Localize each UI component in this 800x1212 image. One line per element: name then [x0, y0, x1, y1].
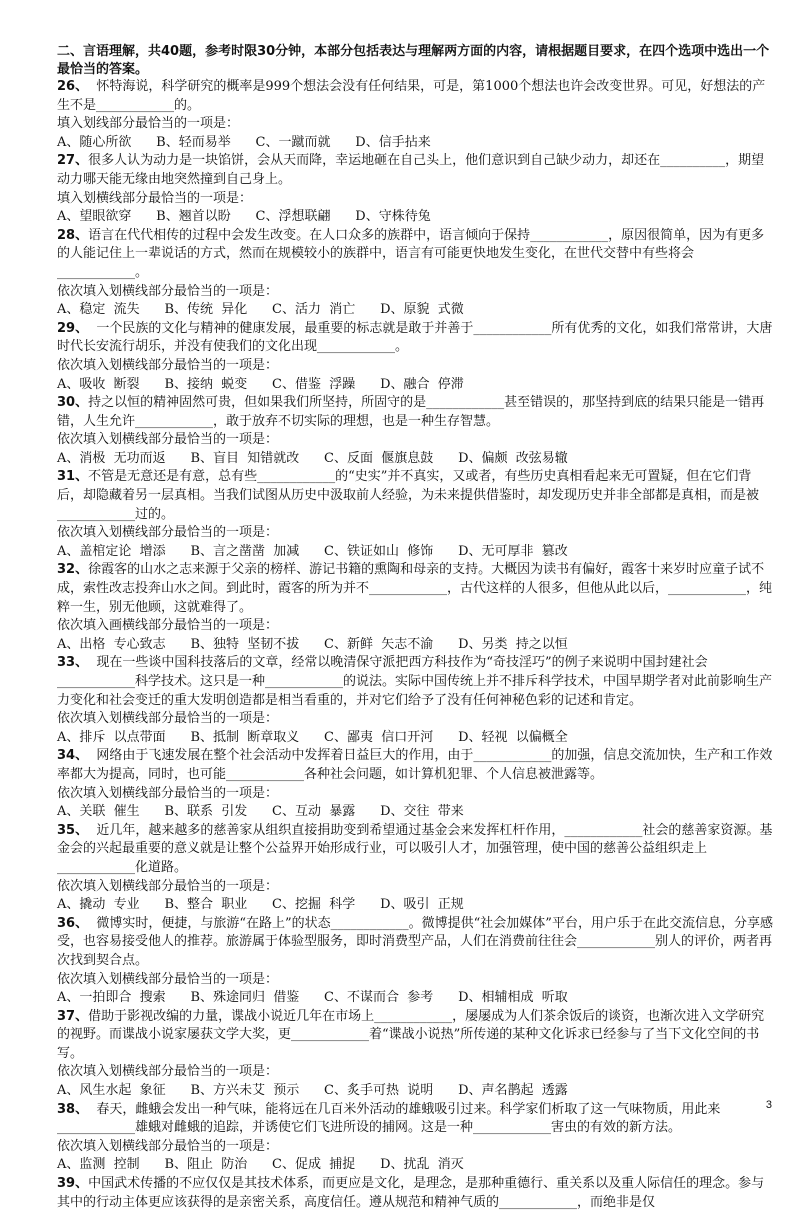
question-number: 33、 [57, 655, 89, 671]
question-text: 怀特海说，科学研究的概率是999个想法会没有任何结果，可是，第1000个想法也许会改变世界。可见，好想法的产生不是____________的。 [57, 79, 766, 113]
answer-options: A、盖棺定论 增添 B、言之凿凿 加减 C、铁证如山 修饰 D、无可厚非 篡改 [57, 543, 568, 559]
question-prompt: 依次填入划横线部分最恰当的一项是： [57, 432, 279, 448]
answer-options: A、随心所欲 B、轻而易举 C、一蹴而就 D、信手拈来 [57, 134, 431, 150]
question-item [57, 78, 773, 152]
question-text: 微博实时，便捷，与旅游“在路上”的状态____________。微博提供“社会加媒体”平台，用户乐于在此交流信息，分享感受，也容易接受他人的推荐。旅游属于体验型服务，即时消费型产品，人们在消费前往往会____________别人的评价，两者再次找到契合点。 [57, 915, 773, 968]
question-item [57, 915, 773, 1008]
question-text: 网络由于飞速发展在整个社会活动中发挥着日益巨大的作用，由于____________的加强，信息交流加快，生产和工作效率都大为提高，同时，也可能____________各种社会问题，如计算机犯罪、个人信息被泄露等。 [57, 748, 773, 782]
section-header: 二、言语理解，共40题，参考时限30分钟，本部分包括表达与理解两方面的内容，请根据题目要求，在四个选项中选出一个最恰当的答案。 [57, 44, 770, 77]
question-stem [57, 320, 773, 357]
question-prompt: 依次填入划横线部分最恰当的一项是： [57, 711, 279, 727]
question-stem [57, 561, 773, 617]
question-prompt: 填入划线部分最恰当的一项是： [57, 116, 240, 132]
question-item [57, 394, 773, 468]
question-text: 一个民族的文化与精神的健康发展，最重要的标志就是敢于并善于____________所有优秀的文化，如我们常常讲，大唐时代长安流行胡乐，并没有使我们的文化出现____________。 [57, 320, 773, 355]
question-item [57, 320, 773, 394]
question-stem [57, 468, 773, 524]
question-stem [57, 78, 773, 115]
question-number: 29、 [57, 320, 89, 336]
question-item [57, 654, 773, 747]
question-stem [57, 1101, 773, 1138]
question-prompt: 依次填入划横线部分最恰当的一项是： [57, 1064, 279, 1080]
question-item [57, 1175, 773, 1212]
question-number: 38、 [57, 1101, 89, 1117]
question-text: 近几年，越来越多的慈善家从组织直接捐助变到希望通过基金会来发挥杠杆作用，____________社会的慈善家资源。基金会的兴起最重要的意义就是让整个公益界开始形成行业，可以吸引人才，加强管理，使中国的慈善公益组织走上____________化道路。 [57, 822, 773, 875]
question-stem [57, 152, 773, 189]
question-stem [57, 747, 773, 784]
question-prompt: 填入划横线部分最恰当的一项是： [57, 190, 253, 206]
question-text: 春天，雌蛾会发出一种气味，能将远在几百米外活动的雄蛾吸引过来。科学家们析取了这一气味物质，用此来____________雄蛾对雌蛾的追踪，并诱使它们飞进所设的捕网。这是一种____________害虫的有效的新方法。 [57, 1101, 721, 1136]
question-number: 39、 [57, 1176, 89, 1192]
page-number: 3 [765, 1099, 772, 1111]
question-stem [57, 394, 773, 431]
answer-options: A、关联 催生 B、联系 引发 C、互动 暴露 D、交往 带来 [57, 804, 464, 820]
answer-options: A、风生水起 象征 B、方兴未艾 预示 C、炙手可热 说明 D、声名鹊起 透露 [57, 1083, 568, 1099]
question-item [57, 561, 773, 654]
question-number: 37、 [57, 1008, 89, 1024]
answer-options: A、望眼欲穿 B、翘首以盼 C、浮想联翩 D、守株待兔 [57, 209, 431, 225]
question-prompt: 依次填入划横线部分最恰当的一项是： [57, 357, 279, 373]
question-number: 35、 [57, 822, 89, 838]
question-number: 30、 [57, 395, 89, 411]
question-prompt: 依次填入划横线部分最恰当的一项是： [57, 971, 279, 987]
document-page [57, 43, 773, 1212]
question-stem [57, 1175, 773, 1212]
question-stem [57, 915, 773, 971]
question-number: 34、 [57, 748, 89, 764]
question-text: 徐霞客的山水之志来源于父亲的榜样、游记书籍的熏陶和母亲的支持。大概因为读书有偏好，霞客十来岁时应童子试不成，索性改志投奔山水之间。到此时，霞客的所为并不____________，古代这样的人很多，但他从此以后，____________，纯粹一生，别无他顾，这就难得了。 [57, 562, 773, 615]
question-text: 语言在代代相传的过程中会发生改变。在人口众多的族群中，语言倾向于保持____________，原因很简单，因为有更多的人能记住上一辈说话的方式，然而在规模较小的族群中，语言有可能更快地发生变化，在世代交替中有些将会____________。 [57, 227, 765, 280]
question-text: 中国武术传播的不应仅仅是其技术体系，而更应是文化，是理念，是那种重德行、重关系以及重人际信任的理念。参与其中的行动主体更应该获得的是亲密关系，高度信任。遵从规范和精神气质的____________，而绝非是仅 [57, 1176, 765, 1210]
question-text: 很多人认为动力是一块馅饼，会从天而降，幸运地砸在自己头上，他们意识到自己缺少动力，却还在__________，期望动力哪天能无缘由地突然撞到自己身上。 [57, 153, 765, 187]
question-text: 借助于影视改编的力量，谍战小说近几年在市场上____________，屡屡成为人们茶余饭后的谈资，也渐次进入文学研究的视野。而谍战小说家屡获文学大奖，更____________着“谍战小说热”所传递的某种文化诉求已经参与了当下文化空间的书写。 [57, 1008, 765, 1061]
question-text: 现在一些谈中国科技落后的文章，经常以晚清保守派把西方科技作为“奇技淫巧”的例子来说明中国封建社会____________科学技术。这只是一种____________的说法。实际中国传统上并不排斥科学技术，中国早期学者对此前影响生产力变化和社会变迁的重大发明创造都是相当看重的，并对它们给予了没有任何神秘色彩的记述和肯定。 [57, 655, 773, 708]
answer-options: A、吸收 断裂 B、接纳 蜕变 C、借鉴 浮躁 D、融合 停滞 [57, 376, 464, 392]
question-prompt: 依次填入划横线部分最恰当的一项是： [57, 283, 279, 299]
answer-options: A、稳定 流失 B、传统 异化 C、活力 消亡 D、原貌 式微 [57, 302, 464, 318]
question-stem [57, 822, 773, 878]
answer-options: A、出格 专心致志 B、独特 坚韧不拔 C、新鲜 矢志不渝 D、另类 持之以恒 [57, 636, 568, 652]
answer-options: A、排斥 以点带面 B、抵制 断章取义 C、鄙夷 信口开河 D、轻视 以偏概全 [57, 729, 568, 745]
question-item [57, 1008, 773, 1101]
question-prompt: 依次填入划横线部分最恰当的一项是： [57, 1138, 279, 1154]
question-stem [57, 654, 773, 710]
question-stem [57, 227, 773, 283]
question-prompt: 依次填入划横线部分最恰当的一项是： [57, 525, 279, 541]
question-number: 26、 [57, 79, 89, 94]
answer-options: A、消极 无功而返 B、盲目 知错就改 C、反面 偃旗息鼓 D、偏颇 改弦易辙 [57, 450, 568, 466]
question-prompt: 依次填入划横线部分最恰当的一项是： [57, 785, 279, 801]
answer-options: A、撬动 专业 B、整合 职业 C、挖掘 科学 D、吸引 正规 [57, 897, 464, 913]
question-number: 31、 [57, 469, 89, 485]
question-text: 不管是无意还是有意，总有些____________的“史实”并不真实，又或者，有些历史真相看起来无可置疑，但在它们背后，却隐藏着另一层真相。当我们试图从历史中汲取前人经验，为未来提供借鉴时，却发现历史并非全部都是真相，而是被____________过的。 [57, 469, 760, 522]
question-number: 36、 [57, 915, 89, 931]
question-item [57, 468, 773, 561]
answer-options: A、监测 控制 B、阻止 防治 C、促成 捕捉 D、扰乱 消灭 [57, 1157, 464, 1173]
question-text: 持之以恒的精神固然可贵，但如果我们所坚持，所固守的是____________甚至错误的，那坚持到底的结果只能是一错再错，人生允许____________，敢于放弃不切实际的理想，也是一种生存智慧。 [57, 395, 765, 429]
question-prompt: 依次填入画横线部分最恰当的一项是： [57, 618, 279, 634]
question-item [57, 822, 773, 915]
question-prompt: 依次填入划横线部分最恰当的一项是： [57, 878, 279, 894]
question-item [57, 1101, 773, 1175]
question-item [57, 227, 773, 320]
question-number: 27、 [57, 153, 89, 169]
question-number: 28、 [57, 227, 89, 243]
answer-options: A、一拍即合 搜索 B、殊途同归 借鉴 C、不谋而合 参考 D、相辅相成 听取 [57, 990, 568, 1006]
question-list [57, 78, 773, 1212]
question-number: 32、 [57, 562, 89, 578]
question-item [57, 747, 773, 821]
question-item [57, 152, 773, 226]
question-stem [57, 1008, 773, 1064]
